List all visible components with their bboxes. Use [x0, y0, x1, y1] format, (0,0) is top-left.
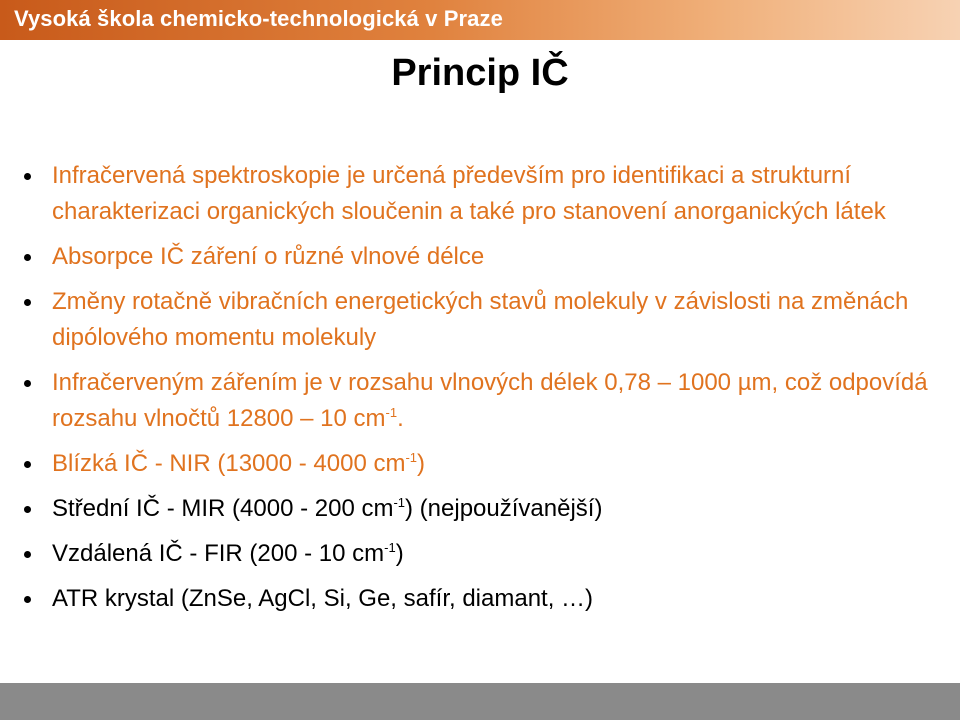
bullet-text: Absorpce IČ záření o různé vlnové délce	[52, 243, 485, 270]
institution-name: Vysoká škola chemicko-technologická v Praze	[14, 6, 503, 31]
bullet-item-fir	[0, 536, 960, 572]
bullet-text: ATR krystal (ZnSe, AgCl, Si, Ge, safír, diamant, …)	[52, 585, 594, 612]
bullet-icon	[24, 254, 31, 261]
bullet-icon	[24, 551, 31, 558]
bullet-text-after: )	[395, 540, 404, 567]
bullet-text: Infračervená spektroskopie je určená především pro identifikaci a strukturní charakterizaci organických sloučenin a také pro stanovení anorganických látek	[52, 162, 886, 225]
bullet-icon	[24, 380, 31, 387]
bullet-item-identification	[0, 158, 960, 230]
bullet-icon	[24, 596, 31, 603]
superscript: -1	[385, 405, 398, 420]
bullet-text: Blízká IČ - NIR (13000 - 4000 cm	[52, 450, 406, 477]
superscript: -1	[405, 450, 418, 465]
bullet-icon	[24, 173, 31, 180]
bullet-item-wavelength-range	[0, 365, 960, 437]
bullet-item-absorption	[0, 239, 960, 275]
bullet-text-after: )	[417, 450, 426, 477]
bullet-text: Vzdálená IČ - FIR (200 - 10 cm	[52, 540, 385, 567]
bullet-list	[0, 158, 960, 626]
bullet-item-mir	[0, 491, 960, 527]
bullet-icon	[24, 506, 31, 513]
footer-bar	[0, 683, 960, 720]
bullet-icon	[24, 299, 31, 306]
bullet-text: Infračerveným zářením je v rozsahu vlnových délek 0,78 – 1000 µm, což odpovídá rozsahu vlnočtů 12800 – 10 cm	[52, 369, 928, 432]
bullet-item-nir	[0, 446, 960, 482]
bullet-item-rotation-vibration	[0, 284, 960, 356]
superscript: -1	[384, 540, 396, 555]
bullet-icon	[24, 461, 31, 468]
superscript: -1	[393, 495, 406, 510]
bullet-item-atr-crystal	[0, 581, 960, 617]
bullet-text: Střední IČ - MIR (4000 - 200 cm	[52, 495, 394, 522]
institution-header-bar	[0, 0, 960, 40]
bullet-text: Změny rotačně vibračních energetických stavů molekuly v závislosti na změnách dipólového momentu molekuly	[52, 288, 909, 351]
bullet-text-after: ) (nejpoužívanější)	[405, 495, 603, 522]
bullet-text-after: .	[397, 405, 404, 432]
slide-title: Princip IČ	[391, 52, 569, 94]
